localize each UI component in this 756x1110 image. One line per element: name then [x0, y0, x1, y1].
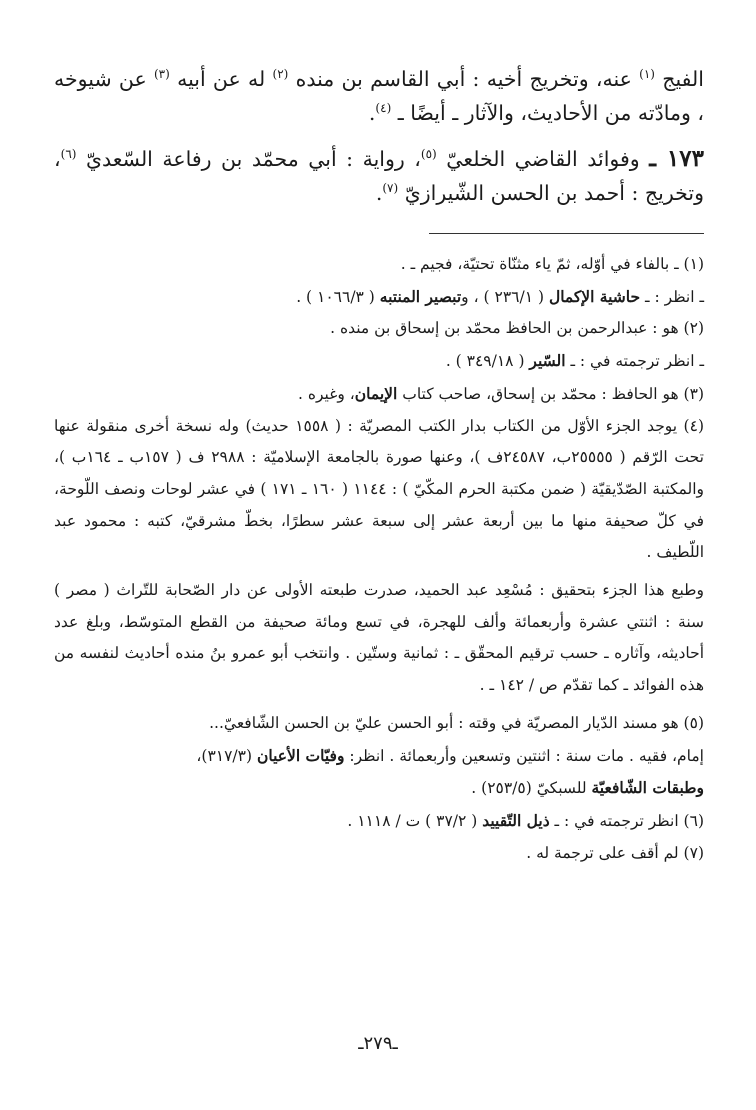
main-text — [54, 62, 704, 210]
footnote-ref[interactable]: (٧) — [382, 181, 399, 196]
footnote-ref[interactable]: (٣) — [153, 67, 170, 82]
footnote-6 — [54, 805, 704, 838]
footnote-4-cont: وطبع هذا الجزء بتحقيق : مُسْعِد عبد الحميد، صدرت طبعته الأولى عن دار الصّحابة للتّراث ( مصر ) سنة : اثنتي عشرة وأربعمائة وألف للهجرة، في تسع ومائة صحيفة من القطع المتوسّط، وبلغ عدد أحاديثه، وآثاره ـ حسب ترقيم المحقّق ـ : ثمانية وستّين . وانتخب أبو عمرو بنُ منده أحاديث لنفسه من هذه الفوائد ـ كما تقدّم ص / ١٤٢ ـ . — [54, 581, 704, 695]
footnote-4: (٤) يوجد الجزء الأوّل من الكتاب بدار الكتب المصريّة : ( ١٥٥٨ حديث) وله نسخة أخرى منقولة عنها تحت الرّقم ( ٢٥٥٥٥ب، ٢٤٥٨٧ف )، وعنها صورة بالجامعة الإسلاميّة : ٢٩٨٨ ف ( ١٥٧ب ـ ١٦٤ب )، والمكتبة الصّدّيقيّة ( ضمن مكتبة الحرم المكّيّ ) : ١١٤٤ ( ١٦٠ ـ ١٧١ ) في عشر لوحات ونصف اللّوحة، في كلّ صحيفة منها ما بين أربعة عشر إلى سبعة عشر سطرًا، بخطّ مشرقيّ، كتبه : محمود عبد اللّطيف . — [54, 416, 704, 562]
book-title: وطبقات الشّافعيّة — [591, 778, 704, 798]
text-run: ، وغيره . — [298, 384, 355, 403]
footnote-ref[interactable]: (٦) — [60, 147, 77, 162]
text-run: له عن أبيه — [169, 67, 273, 91]
text-run: ( ١٠٦٦/٣ ) . — [296, 287, 380, 306]
text-run: ، وتخريج : أحمد بن الحسن الشّيرازيّ — [54, 147, 704, 205]
footnote-3 — [54, 378, 704, 411]
footnote-ref[interactable]: (٢) — [272, 67, 289, 82]
footnote-2: (٢) هو : عبدالرحمن بن الحافظ محمّد بن إسحاق بن منده . — [330, 319, 704, 338]
footnote-ref[interactable]: (٤) — [375, 101, 392, 116]
book-title: ذيل التّقييد — [482, 810, 550, 830]
footnote-7: (٧) لم أقف على ترجمة له . — [526, 843, 704, 862]
text-run: ـ انظر : ـ — [640, 287, 704, 306]
text-run: وفوائد القاضي الخلعيّ — [436, 147, 650, 171]
footnote-5-cont — [54, 740, 704, 773]
text-run: عن شيوخه ، ومادّته من الأحاديث، والآثار ـ أيضًا ـ — [54, 67, 704, 125]
text-run: ( ٣٤٩/١٨ ) . — [445, 352, 530, 371]
text-run: إمام، فقيه . مات سنة : اثنتين وتسعين وأربعمائة . انظر: — [344, 746, 704, 765]
page-number: ـ٢٧٩ـ — [358, 1033, 398, 1054]
footnote-1: (١) ـ بالفاء في أوّله، ثمّ ياء مثنّاة تحتيّة، فجيم ـ . — [400, 255, 704, 273]
main-paragraph — [54, 62, 704, 130]
book-title: حاشية الإكمال — [548, 286, 641, 306]
text-run: الفيج — [654, 67, 704, 91]
entry-173 — [54, 142, 704, 210]
book-title: السّير — [529, 351, 566, 371]
text-run: (٣) هو الحافظ : محمّد بن إسحاق، صاحب كتاب — [397, 384, 704, 403]
text-run: عنه، وتخريج أخيه : أبي القاسم بن منده — [288, 67, 640, 91]
text-run: ، رواية : أبي محمّد بن رفاعة السّعديّ — [76, 147, 421, 171]
footnote-ref[interactable]: (٥) — [420, 147, 437, 162]
footnote-5-refs — [54, 772, 704, 805]
text-run: (٣١٧/٣)، — [196, 746, 257, 765]
entry-number: ١٧٣ ـ — [649, 145, 704, 172]
footnote-ref[interactable]: (١) — [639, 67, 655, 82]
text-run: ( ٣٧/٢ ) ت / ١١١٨ . — [347, 811, 483, 830]
book-title: تبصير المنتبه — [379, 286, 462, 306]
text-run: . — [368, 101, 376, 125]
book-title: الإيمان — [354, 383, 398, 403]
text-run: للسبكيّ (٢٥٣/٥) . — [471, 779, 592, 798]
text-run: (٦) انظر ترجمته في : ـ — [549, 811, 704, 830]
footnote-divider — [429, 233, 704, 234]
book-title: وفيّات الأعيان — [256, 745, 345, 765]
text-run: ـ انظر ترجمته في : ـ — [565, 352, 704, 371]
footnote-5: (٥) هو مسند الدّيار المصريّة في وقته : أبو الحسن عليّ بن الحسن الشّافعيّ... — [209, 713, 704, 732]
text-run: . — [375, 181, 383, 205]
text-run: ( ٢٣٦/١ ) ، و — [461, 287, 549, 306]
footnotes — [54, 249, 704, 869]
footnote-1-refs — [54, 281, 704, 314]
footnote-2-refs — [54, 345, 704, 378]
